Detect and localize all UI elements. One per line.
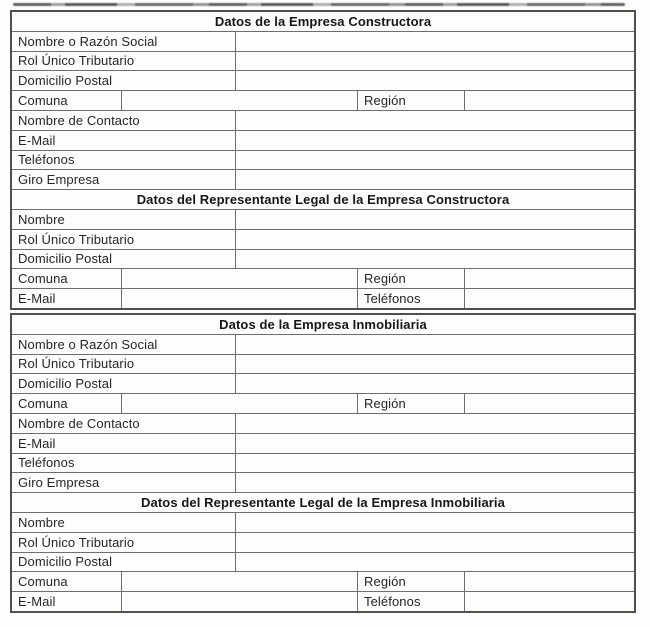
field-value-cell (122, 592, 358, 611)
field-label: Nombre o Razón Social (18, 336, 158, 352)
field-label: Giro Empresa (18, 172, 100, 188)
field-label-cell (12, 434, 236, 453)
field-value-cell (236, 513, 634, 532)
field-row (12, 414, 634, 434)
section-header-row (12, 493, 634, 513)
field-label: Nombre de Contacto (18, 415, 140, 431)
field-row-split (12, 289, 634, 308)
form-block (10, 10, 636, 310)
scanned-form (10, 10, 636, 613)
field-value-cell (122, 269, 358, 288)
field-row (12, 52, 634, 72)
section-header-cell (12, 12, 634, 31)
field-row (12, 151, 634, 171)
field-value-cell (236, 374, 634, 393)
field-value-cell (236, 151, 634, 170)
field-label-cell (358, 91, 465, 110)
section-header-cell (12, 493, 634, 512)
field-label: Región (364, 396, 406, 412)
field-value-cell (236, 355, 634, 374)
field-value-cell (465, 289, 634, 308)
field-row (12, 434, 634, 454)
field-label: Rol Único Tributario (18, 231, 135, 247)
field-label: Nombre o Razón Social (18, 33, 158, 49)
field-row (12, 533, 634, 553)
field-value-cell (465, 592, 634, 611)
field-label: E-Mail (18, 132, 56, 148)
field-label-cell (12, 374, 236, 393)
field-label-cell (12, 394, 122, 413)
field-row (12, 230, 634, 250)
field-label: Domicilio Postal (18, 554, 113, 570)
field-label-cell (358, 572, 465, 591)
field-row-split (12, 269, 634, 289)
field-label: Nombre de Contacto (18, 112, 140, 128)
field-label: Comuna (18, 93, 68, 109)
field-label-cell (12, 151, 236, 170)
field-value-cell (465, 572, 634, 591)
field-label-cell (12, 71, 236, 90)
field-label: Región (364, 93, 406, 109)
field-label-cell (12, 289, 122, 308)
field-value-cell (236, 454, 634, 473)
field-value-cell (236, 32, 634, 51)
field-value-cell (236, 230, 634, 249)
field-label-cell (12, 210, 236, 229)
field-row (12, 250, 634, 270)
field-label: Domicilio Postal (18, 251, 113, 267)
field-value-cell (236, 250, 634, 269)
field-label-cell (358, 592, 465, 611)
field-value-cell (465, 91, 634, 110)
field-label-cell (12, 553, 236, 572)
field-value-cell (236, 71, 634, 90)
field-label-cell (12, 513, 236, 532)
field-label-cell (12, 533, 236, 552)
section-header-row (12, 190, 634, 210)
field-label-cell (12, 473, 236, 492)
field-value-cell (236, 533, 634, 552)
field-value-cell (465, 394, 634, 413)
section-title: Datos del Representante Legal de la Empresa Constructora (136, 192, 510, 208)
field-label: Rol Único Tributario (18, 356, 135, 372)
field-value-cell (236, 131, 634, 150)
field-label-cell (12, 335, 236, 354)
field-row-split (12, 572, 634, 592)
field-label: Comuna (18, 574, 68, 590)
field-label-cell (12, 454, 236, 473)
field-row (12, 111, 634, 131)
field-row (12, 71, 634, 91)
field-label-cell (12, 592, 122, 611)
field-label-cell (12, 269, 122, 288)
field-row-split (12, 394, 634, 414)
field-label: Domicilio Postal (18, 73, 113, 89)
field-value-cell (236, 170, 634, 189)
field-value-cell (236, 414, 634, 433)
field-label: Rol Único Tributario (18, 534, 135, 550)
field-label: Teléfonos (364, 291, 421, 307)
field-label: Nombre (18, 211, 65, 227)
section-title: Datos del Representante Legal de la Empresa Inmobiliaria (141, 495, 505, 511)
field-row (12, 335, 634, 355)
section-title: Datos de la Empresa Constructora (214, 13, 432, 29)
form-block (10, 313, 636, 613)
field-label-cell (12, 572, 122, 591)
field-label-cell (12, 91, 122, 110)
field-label: Región (364, 271, 406, 287)
field-label: Teléfonos (18, 455, 75, 471)
field-label: E-Mail (18, 435, 56, 451)
field-row (12, 553, 634, 573)
field-value-cell (122, 289, 358, 308)
field-row (12, 454, 634, 474)
field-label: Teléfonos (364, 594, 421, 610)
field-row (12, 513, 634, 533)
field-label: Comuna (18, 271, 68, 287)
field-label-cell (12, 355, 236, 374)
field-row (12, 473, 634, 493)
field-label-cell (12, 111, 236, 130)
field-label: Teléfonos (18, 152, 75, 168)
section-header-cell (12, 315, 634, 334)
field-label-cell (12, 131, 236, 150)
section-title: Datos de la Empresa Inmobiliaria (219, 316, 427, 332)
field-row-split (12, 91, 634, 111)
field-value-cell (236, 52, 634, 71)
field-label-cell (12, 250, 236, 269)
field-row (12, 131, 634, 151)
field-label: Nombre (18, 514, 65, 530)
field-value-cell (122, 91, 358, 110)
field-row (12, 170, 634, 190)
field-label: E-Mail (18, 594, 56, 610)
field-value-cell (122, 394, 358, 413)
field-label-cell (358, 289, 465, 308)
field-label: Giro Empresa (18, 475, 100, 491)
field-label-cell (12, 52, 236, 71)
field-label-cell (12, 32, 236, 51)
field-label-cell (12, 170, 236, 189)
field-label-cell (12, 414, 236, 433)
section-header-row (12, 12, 634, 32)
field-value-cell (122, 572, 358, 591)
field-value-cell (236, 210, 634, 229)
field-label: Región (364, 574, 406, 590)
field-value-cell (236, 111, 634, 130)
field-value-cell (465, 269, 634, 288)
field-value-cell (236, 553, 634, 572)
field-label: Rol Único Tributario (18, 53, 135, 69)
field-label-cell (358, 394, 465, 413)
section-header-cell (12, 190, 634, 209)
field-label: Comuna (18, 396, 68, 412)
field-value-cell (236, 434, 634, 453)
field-label: E-Mail (18, 291, 56, 307)
field-value-cell (236, 335, 634, 354)
field-row (12, 32, 634, 52)
field-value-cell (236, 473, 634, 492)
field-row (12, 355, 634, 375)
field-label-cell (12, 230, 236, 249)
scan-artifact-streak (13, 3, 625, 6)
field-label: Domicilio Postal (18, 376, 113, 392)
field-row (12, 210, 634, 230)
field-row-split (12, 592, 634, 611)
section-header-row (12, 315, 634, 335)
field-label-cell (358, 269, 465, 288)
field-row (12, 374, 634, 394)
